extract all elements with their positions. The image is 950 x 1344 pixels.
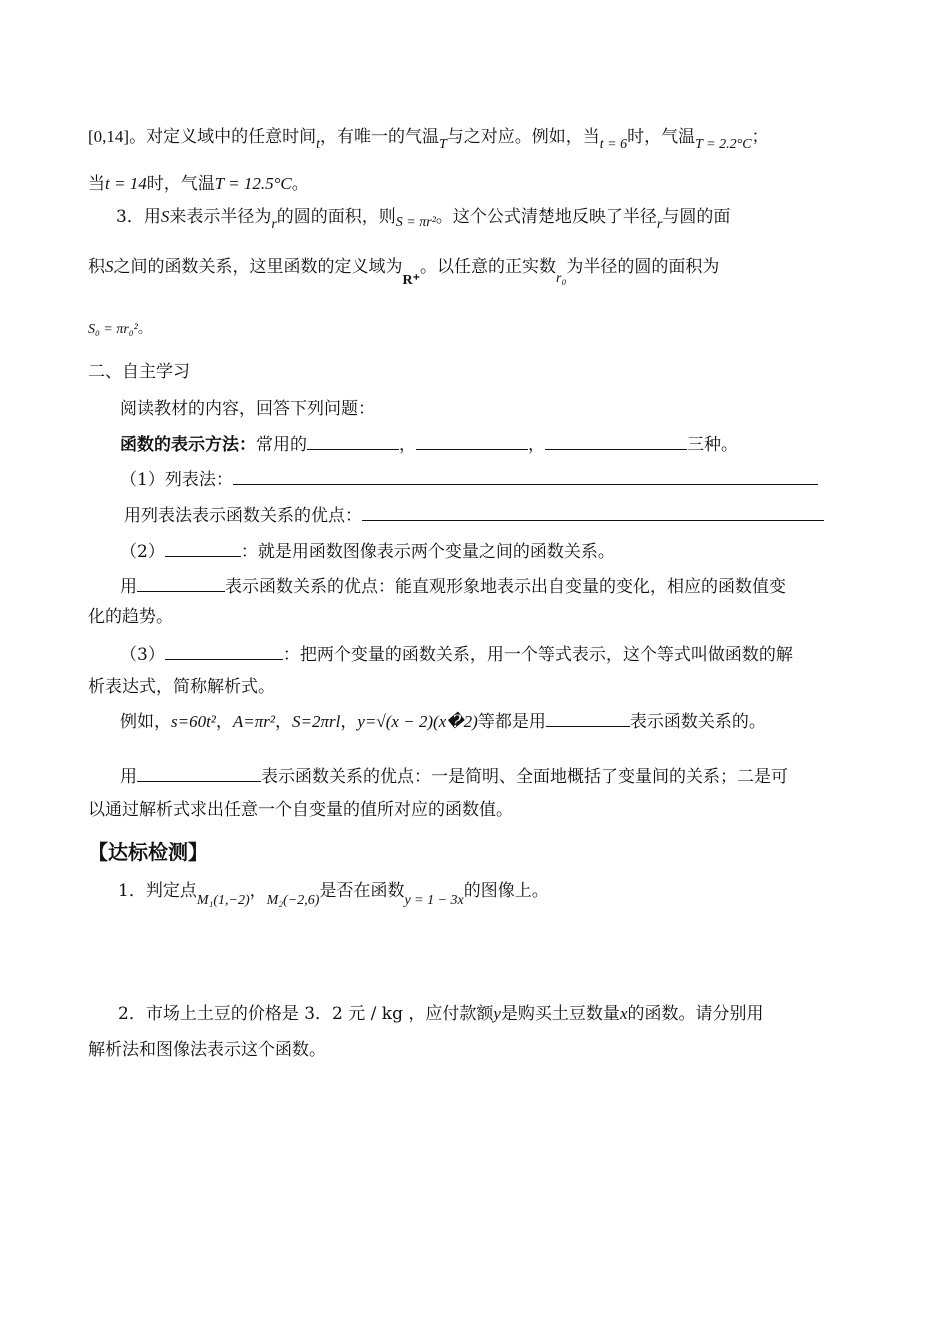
example-line: 例如，s=60t²，A=πr²，S=2πrl，y=√(x − 2)(x�2)等都是用 表示函数关系的。: [120, 712, 766, 732]
blank-table-advantage[interactable]: [362, 504, 824, 521]
methods-line: 函数的表示方法：常用的 ， ， 三种。: [120, 435, 738, 455]
blank-graph-method[interactable]: [165, 540, 241, 557]
para-line-3: 3．用S来表示半径为$_r$的圆的面积，则$_{S = \pi r^2}$。这个公式清楚地反映了半径$_r$与圆的面: [116, 207, 731, 232]
item-table-method: （1）列表法：: [120, 468, 818, 491]
blank-method-2[interactable]: [416, 433, 528, 450]
para-line-2: 当t = 14时，气温T = 12.5°C。: [88, 174, 309, 194]
question-2-cont: 解析法和图像法表示这个函数。: [88, 1040, 326, 1060]
variable-t: t: [316, 137, 320, 152]
item-graph-advantage: 用 表示函数关系的优点：能直观形象地表示出自变量的变化，相应的函数值变: [120, 577, 786, 597]
item-analytic-cont: 析表达式，简称解析式。: [88, 677, 275, 697]
analytic-advantage: 用 表示函数关系的优点：一是简明、全面地概括了变量间的关系；二是可: [120, 767, 788, 787]
blank-method-3[interactable]: [545, 433, 687, 450]
domain-positive-reals: R⁺: [402, 273, 420, 288]
equation-temp-2-2: T = 2.2°C: [695, 137, 752, 152]
blank-analytic-method[interactable]: [165, 643, 283, 660]
section-title-self-study: 二、自主学习: [88, 362, 190, 382]
read-instruction: 阅读教材的内容，回答下列问题：: [120, 399, 375, 419]
section-title-check: 【达标检测】: [88, 840, 208, 864]
item-graph-method: （2） ：就是用函数图像表示两个变量之间的函数关系。: [120, 542, 615, 562]
domain-interval: [0,14]: [88, 127, 130, 146]
analytic-advantage-cont: 以通过解析式求出任意一个自变量的值所对应的函数值。: [88, 800, 513, 820]
function-y: y = 1 − 3x: [404, 893, 464, 908]
blank-method-1[interactable]: [307, 433, 399, 450]
para-line-4: 积S之间的函数关系，这里函数的定义域为$_{R^+}$。以任意的正实数$_{r_0}$为半径的圆的面积为: [88, 257, 720, 288]
item-graph-advantage-cont: 化的趋势。: [88, 607, 173, 627]
variable-T: T: [438, 137, 447, 152]
area-formula-r0: S₀ = πr₀²: [88, 322, 138, 337]
blank-graph-advantage[interactable]: [137, 575, 225, 592]
equation-t6: t = 6: [599, 137, 628, 152]
equation-temp-12-5: T = 12.5°C: [214, 174, 292, 193]
blank-analytic-advantage[interactable]: [137, 765, 261, 782]
equation-t14: t = 14: [105, 174, 147, 193]
area-formula: S = πr²: [395, 215, 436, 230]
point-M1: M₁(1,−2): [196, 893, 250, 908]
para-line-1: [0,14]。对定义域中的任意时间$_t$，有唯一的气温$_T$与之对应。例如，当$_{t = 6}$时，气温$_{T = 2.2^\circ C}$；: [88, 127, 769, 152]
blank-example-method[interactable]: [546, 710, 630, 727]
methods-label: 函数的表示方法：: [120, 435, 256, 455]
example-formula-s: s=60t²: [171, 712, 216, 731]
item-analytic-method: （3） ：把两个变量的函数关系，用一个等式表示，这个等式叫做函数的解: [120, 645, 793, 665]
example-formula-y: y=√(x − 2): [357, 712, 434, 731]
example-formula-S: S=2πrl: [292, 712, 341, 731]
example-condition: (x�2): [433, 712, 478, 731]
para-line-5: S₀ = πr₀²。: [88, 321, 152, 337]
blank-table-method[interactable]: [233, 468, 818, 485]
example-formula-A: A=πr²: [232, 712, 276, 731]
point-M2: M₂(−2,6): [266, 893, 320, 908]
question-2: 2．市场上土豆的价格是 3．2 元 / kg ，应付款额y是购买土豆数量x的函数。请分别用: [118, 1004, 764, 1024]
question-1: 1．判定点$_{M_1(1,-2)}$，$_{M_2(-2,6)}$是否在函数$_{y = 1 - 3x}$的图像上。: [118, 881, 549, 908]
item-table-advantage: 用列表法表示函数关系的优点：: [124, 504, 824, 527]
